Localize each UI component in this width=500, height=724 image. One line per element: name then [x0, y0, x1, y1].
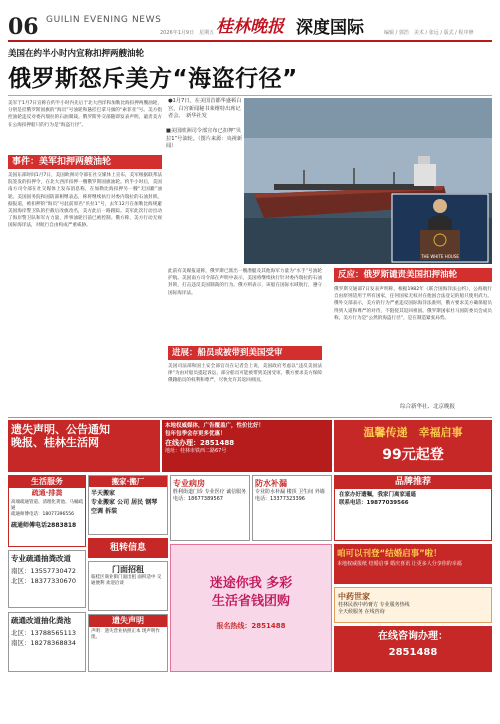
- ad-classifieds-title: 遗失声明、公告通知 晚报、桂林生活网: [11, 423, 110, 449]
- article-kicker: 美国在约半小时内宣称扣押两艘油轮: [8, 49, 145, 59]
- news-photo-tanker: [244, 98, 492, 264]
- ad-moving-text: 半天搬家 专业搬家 公司 居民 钢琴 空调 拆装: [91, 490, 158, 515]
- article-body-column-2b: 美国司法部和国土安全部官员在记者会上说，美国政府考虑以“违反美国法律”为由对船员提起诉讼，部分船员可能被带到美国受审。俄方要求美方保障俄籍船员的权利和尊严，尽快允许其返回祖国。: [168, 364, 322, 384]
- ad-waterproof[interactable]: [252, 475, 332, 541]
- article-body-column-2: 此前有美媒报道称，俄罗斯已派出一艘潜艇及其他海军力量为“水手”号油轮护航。美国南方司令部在声明中表示，美国将继续执行针对委内瑞拉的石油封锁，打击违反美国制裁的行为。俄方则表示，该船在国际水域航行，遵守国际海洋法。: [168, 269, 322, 296]
- ad-life-service-sub: 疏通·排粪: [31, 489, 63, 497]
- ad-brand[interactable]: [334, 475, 492, 541]
- caption-whitehouse: ●1月7日，在美国首都华盛顿白宫，白宫新闻秘书莱维特出席记者会。 新华社发: [168, 98, 242, 119]
- page-number: 06: [8, 14, 39, 40]
- ad-lost-text: 声明：遗失营业执照正本 现声明作废。: [91, 629, 160, 640]
- ad-clinic-text: 胜利街道门诊 专业医疗 诚信服务 电话：18677389567: [173, 489, 247, 502]
- ad-rental-banner[interactable]: 租转信息: [88, 538, 168, 558]
- subhead-reaction: 反应：俄罗斯谴责美国扣押油轮: [334, 268, 492, 282]
- ad-drain-service[interactable]: [8, 550, 86, 608]
- ad-classifieds-hotline: 在线办理：2851488: [165, 439, 235, 447]
- article-lead: 美军于1月7日宣称在约半小时内先后于北大西洋和加勒比海扣押两艘油轮，分别是挂俄罗斯国旗的“海员”号油轮和悬挂巴拿马旗的“索菲亚”号。美方指控油轮违反对委内瑞拉的石油制裁。俄罗斯外交部随即发表声明，谴责美方在公海扣押船只的行为是“海盗行径”。: [8, 101, 162, 128]
- ad-wedding-title: 温馨传递 幸福启事: [363, 426, 463, 439]
- ad-online-consult-text: 在线咨询办理： 2851488: [378, 631, 448, 658]
- ad-clinic-title: 专业病房: [173, 479, 205, 488]
- ad-classifieds-banner[interactable]: [8, 420, 160, 472]
- ad-classifieds-address: 地址：桂林市铁西二路67号: [165, 448, 227, 454]
- photo-caption: ■美国欧洲司令部宣布已扣押“贝拉1”号油轮。（图片来源：央视新闻）: [166, 128, 243, 149]
- ad-lost-notice[interactable]: [88, 614, 168, 672]
- paper-english-name: GUILIN EVENING NEWS: [46, 15, 162, 25]
- ad-wedding2-title: 咱可以刊登“结婚启事”啦！: [337, 549, 442, 559]
- article-body-column-1: 美国东部时间1月7日，美国欧洲司令部在社交媒体上宣布，美军根据联邦法院签发的扣押令，在北大西洋扣押一艘俄罗斯国旗油轮。约半小时后，美国南方司令部在社交媒体上发布消息称，在加勒比海扣押另一艘“无国籍”油轮。美国国务院和国防部相继表态，称将继续执行对委内瑞拉的石油封锁。据报道，被扣押的“海员”号此前原名“贝拉1”号，去年12月在加勒比海规避美国海岸警卫队的拦截后改旗改名，美方此后一路跟踪。美军此次行动出动了海岸警卫队和军方力量，涉事油轮目前已被控制。俄方称，美方行动无视国际海洋法，对航行自由构成严重威胁。: [8, 173, 162, 229]
- ad-online-consult[interactable]: [334, 626, 492, 672]
- subhead-incident: 事件：美军扣押两艘油轮: [8, 155, 162, 169]
- ad-life-service-text: 高端疏通管道、清理化粪池、马桶疏通 疏通师傅电话：18077396556: [11, 500, 83, 517]
- ad-life-service-title: 生活服务: [9, 476, 85, 488]
- article-body-column-3: 俄罗斯交通部7日发表声明称，根据1982年《联合国海洋法公约》，公海航行自由原则适用于所有国家，任何国家无权对在他国合法登记的船只使用武力。俄外交部表示，美方的行为严重违反国际海洋法准则，俄方要求美方确保船员得到人道和尊严的对待，不阻挠其返回祖国。俄罗斯国家杜马国防委员会成员称，美方行为是“公然的海盗行径”，是在制造紧张局势。: [334, 287, 492, 321]
- ad-septic-text: 北区：13788565113 南区：18278368834: [11, 629, 76, 647]
- ad-wedding-notice[interactable]: [334, 420, 492, 472]
- headline-rule: [8, 95, 492, 96]
- newspaper-logo: 桂林晚报: [216, 17, 284, 37]
- ad-shop-rent-text: 临桂区商业街门面出租 面积适中 交通便利 欢迎洽谈: [91, 575, 162, 586]
- podium-sign: THE WHITE HOUSE: [421, 254, 459, 259]
- ad-wedding-notice-2[interactable]: [334, 544, 492, 584]
- ad-clinic[interactable]: [170, 475, 250, 541]
- ad-medicine[interactable]: [334, 587, 492, 623]
- ad-classifieds-sub: 本地权威媒体，广告覆盖广，性价比好！ 包年包季会存更多优惠！: [165, 423, 265, 437]
- ad-moving[interactable]: [88, 475, 168, 535]
- article-byline: 综合新华社、北京晚报: [400, 404, 456, 410]
- ad-moving-title: 搬家·搬厂: [89, 476, 167, 487]
- ad-medicine-title: 中药世家: [338, 592, 370, 601]
- ad-lost-title: 遗失声明: [89, 615, 167, 627]
- issue-date: 2026年1月9日 星期五: [160, 30, 215, 36]
- ad-groupbuy-hotline: 报名热线：2851488: [216, 622, 286, 630]
- ad-brand-text: 在家办好遗嘱，我家门离家遥遥 联系电话：19877039566: [339, 492, 417, 506]
- ad-drain-text: 南区：13557730472 北区：18377330670: [11, 567, 76, 585]
- ad-shop-rent[interactable]: [88, 561, 168, 611]
- ad-classifieds-info[interactable]: [162, 420, 332, 472]
- ad-life-service-phone: 疏通师傅电话2883818: [11, 522, 77, 529]
- ad-groupbuy[interactable]: [170, 544, 332, 672]
- ad-wedding2-text: 本地权威报纸 结婚启事 婚庆喜讯 让更多人分享你的幸福: [337, 561, 462, 567]
- article-headline: 俄罗斯怒斥美方“海盗行径”: [8, 66, 298, 92]
- ad-waterproof-title: 防水补漏: [255, 479, 287, 488]
- ad-wedding-price: 99元起登: [382, 447, 444, 463]
- ad-waterproof-text: 专业防水补漏 楼顶 卫生间 外墙 电话：13377323396: [255, 489, 325, 502]
- section-title: 深度国际: [296, 18, 364, 38]
- ad-drain-title: 专业疏通抽粪改道: [11, 554, 71, 563]
- ad-septic-service[interactable]: [8, 612, 86, 672]
- ad-septic-title: 疏通改道抽化粪池: [11, 616, 71, 625]
- subhead-progress: 进展：船员或被带到美国受审: [168, 346, 322, 360]
- header-rule: [8, 40, 492, 42]
- ad-brand-title: 品牌推荐: [335, 476, 491, 489]
- ads-divider: [8, 417, 492, 418]
- ad-medicine-text: 桂林民族中药膏方 专业服务热线 全天候服务 在线咨询: [338, 602, 410, 615]
- ad-life-service[interactable]: [8, 475, 86, 547]
- ad-shop-rent-title: 门面招租: [112, 565, 144, 574]
- ad-groupbuy-title: 迷途你我 多彩 生活省钱团购: [209, 576, 293, 609]
- editor-credits: 编辑 / 郭浩 美术 / 张远 / 版式 / 程序修: [384, 30, 474, 36]
